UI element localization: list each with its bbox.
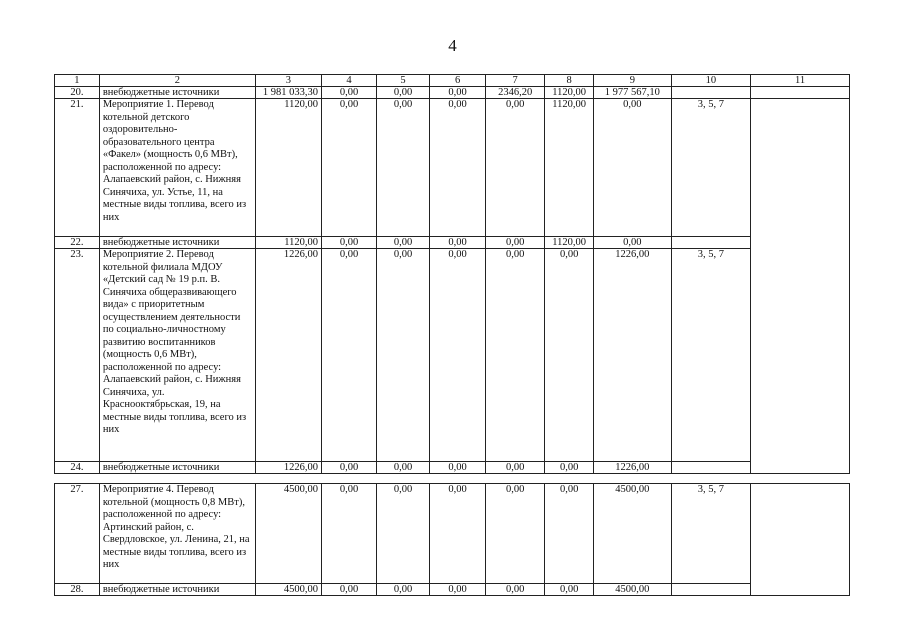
table-row bbox=[55, 237, 850, 249]
table-row bbox=[55, 462, 850, 474]
cell-col3: 1226,00 bbox=[255, 249, 321, 462]
row-number: 22. bbox=[55, 237, 100, 249]
header-cell: 2 bbox=[99, 75, 255, 87]
cell-col9: 1226,00 bbox=[594, 462, 671, 474]
cell-col7: 2346,20 bbox=[486, 87, 545, 99]
header-cell: 11 bbox=[751, 75, 850, 87]
header-row bbox=[55, 75, 850, 87]
row-number: 21. bbox=[55, 99, 100, 237]
cell-col8: 1120,00 bbox=[545, 99, 594, 237]
cell-col5: 0,00 bbox=[377, 484, 430, 584]
page-number: 4 bbox=[448, 36, 457, 55]
row-description: внебюджетные источники bbox=[99, 87, 255, 99]
cell-col10: 3, 5, 7 bbox=[671, 249, 751, 462]
header-cell: 8 bbox=[545, 75, 594, 87]
cell-col5: 0,00 bbox=[377, 237, 430, 249]
table-row bbox=[55, 249, 850, 462]
table-row bbox=[55, 87, 850, 99]
cell-col8: 1120,00 bbox=[545, 87, 594, 99]
header-cell: 6 bbox=[430, 75, 486, 87]
row-description: внебюджетные источники bbox=[99, 584, 255, 596]
cell-col8: 0,00 bbox=[545, 249, 594, 462]
data-table-top bbox=[54, 74, 850, 474]
cell-col3: 4500,00 bbox=[255, 484, 321, 584]
data-table-bottom bbox=[54, 483, 850, 596]
cell-col5: 0,00 bbox=[377, 462, 430, 474]
cell-col4: 0,00 bbox=[322, 462, 377, 474]
cell-col6: 0,00 bbox=[430, 584, 486, 596]
cell-col9: 1 977 567,10 bbox=[594, 87, 671, 99]
cell-col4: 0,00 bbox=[322, 237, 377, 249]
cell-col7: 0,00 bbox=[486, 584, 545, 596]
cell-col7: 0,00 bbox=[486, 484, 545, 584]
header-cell: 4 bbox=[322, 75, 377, 87]
cell-col10 bbox=[671, 87, 751, 99]
cell-col4: 0,00 bbox=[322, 249, 377, 462]
cell-col6: 0,00 bbox=[430, 249, 486, 462]
cell-col8: 0,00 bbox=[545, 462, 594, 474]
cell-col6: 0,00 bbox=[430, 462, 486, 474]
cell-col8: 0,00 bbox=[545, 484, 594, 584]
cell-col10 bbox=[671, 584, 751, 596]
table-row bbox=[55, 584, 850, 596]
cell-col9: 0,00 bbox=[594, 237, 671, 249]
row-description: Мероприятие 4. Перевод котельной (мощность 0,8 МВт), расположенной по адресу: Артинский район, с. Свердловское, ул. Ленина, 21, на местные виды топлива, всего из них bbox=[99, 484, 255, 584]
cell-col6: 0,00 bbox=[430, 99, 486, 237]
cell-col4: 0,00 bbox=[322, 99, 377, 237]
cell-col4: 0,00 bbox=[322, 87, 377, 99]
cell-col3: 4500,00 bbox=[255, 584, 321, 596]
header-cell: 10 bbox=[671, 75, 751, 87]
cell-col7: 0,00 bbox=[486, 237, 545, 249]
row-number: 24. bbox=[55, 462, 100, 474]
cell-col7: 0,00 bbox=[486, 462, 545, 474]
header-cell: 1 bbox=[55, 75, 100, 87]
cell-col9: 4500,00 bbox=[594, 584, 671, 596]
cell-col11 bbox=[751, 99, 850, 237]
cell-col4: 0,00 bbox=[322, 584, 377, 596]
row-number: 27. bbox=[55, 484, 100, 584]
cell-col5: 0,00 bbox=[377, 249, 430, 462]
cell-col10 bbox=[671, 462, 751, 474]
cell-col10 bbox=[671, 237, 751, 249]
cell-col3: 1120,00 bbox=[255, 99, 321, 237]
cell-col6: 0,00 bbox=[430, 484, 486, 584]
cell-col5: 0,00 bbox=[377, 584, 430, 596]
cell-col9: 1226,00 bbox=[594, 249, 671, 462]
cell-col6: 0,00 bbox=[430, 87, 486, 99]
row-number: 20. bbox=[55, 87, 100, 99]
cell-col10: 3, 5, 7 bbox=[671, 484, 751, 584]
cell-col11 bbox=[751, 249, 850, 462]
row-number: 23. bbox=[55, 249, 100, 462]
row-description: Мероприятие 2. Перевод котельной филиала МДОУ «Детский сад № 19 р.п. В. Синячиха общеразвивающего вида» с приоритетным осуществлением деятельности по социально-личностному развитию воспитанников (мощность 0,6 МВт), расположенной по адресу: Алапаевский район, с. Нижняя Синячиха, ул. Краснооктябрьская, 19, на местные виды топлива, всего из них bbox=[99, 249, 255, 462]
table-row bbox=[55, 99, 850, 237]
cell-col7: 0,00 bbox=[486, 99, 545, 237]
header-cell: 9 bbox=[594, 75, 671, 87]
cell-col8: 0,00 bbox=[545, 584, 594, 596]
cell-col4: 0,00 bbox=[322, 484, 377, 584]
cell-col7: 0,00 bbox=[486, 249, 545, 462]
cell-col8: 1120,00 bbox=[545, 237, 594, 249]
header-cell: 3 bbox=[255, 75, 321, 87]
header-cell: 5 bbox=[377, 75, 430, 87]
cell-col9: 0,00 bbox=[594, 99, 671, 237]
cell-col9: 4500,00 bbox=[594, 484, 671, 584]
row-description: Мероприятие 1. Перевод котельной детского оздоровительно-образовательного центра «Факел» (мощность 0,6 МВт), расположенной по адресу: Алапаевский район, с. Нижняя Синячиха, ул. Устье, 11, на местные виды топлива, всего из них bbox=[99, 99, 255, 237]
cell-col10: 3, 5, 7 bbox=[671, 99, 751, 237]
cell-col3: 1226,00 bbox=[255, 462, 321, 474]
cell-col3: 1120,00 bbox=[255, 237, 321, 249]
cell-col6: 0,00 bbox=[430, 237, 486, 249]
table-row bbox=[55, 484, 850, 584]
row-description: внебюджетные источники bbox=[99, 237, 255, 249]
row-number: 28. bbox=[55, 584, 100, 596]
cell-col11 bbox=[751, 237, 850, 249]
cell-col11 bbox=[751, 484, 850, 584]
cell-col3: 1 981 033,30 bbox=[255, 87, 321, 99]
header-cell: 7 bbox=[486, 75, 545, 87]
row-description: внебюджетные источники bbox=[99, 462, 255, 474]
cell-col11 bbox=[751, 584, 850, 596]
cell-col11 bbox=[751, 462, 850, 474]
cell-col5: 0,00 bbox=[377, 99, 430, 237]
cell-col11 bbox=[751, 87, 850, 99]
cell-col5: 0,00 bbox=[377, 87, 430, 99]
